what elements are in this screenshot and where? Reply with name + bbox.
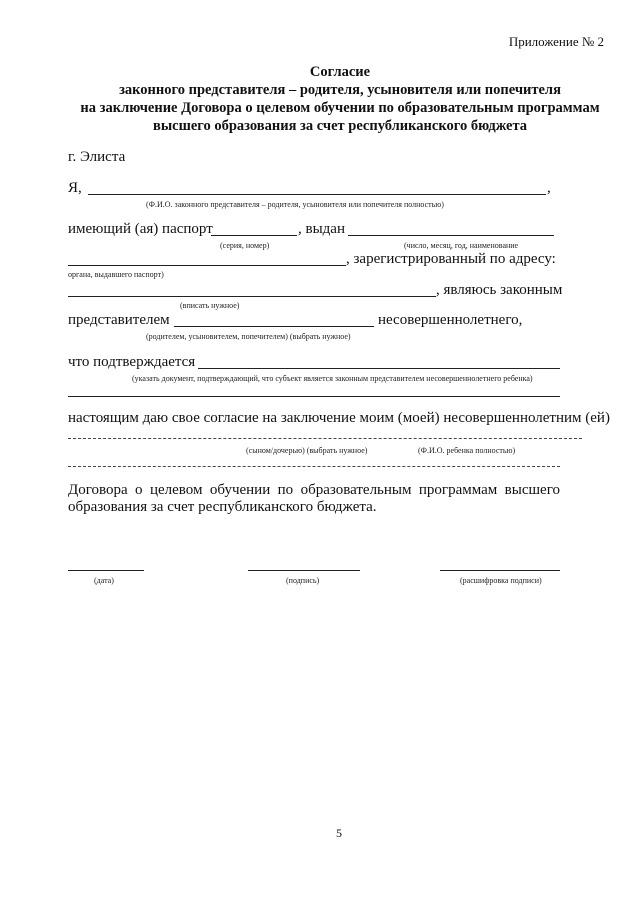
hint-son: (сыном/дочерью) (выбрать нужное) [246, 446, 368, 455]
issued-label: , выдан [298, 221, 345, 237]
document-title-line-3: на заключение Договора о целевом обучении по образовательным программам [80, 100, 600, 116]
hint-fio: (Ф.И.О. законного представителя – родителя, усыновителя или попечителя полностью) [146, 200, 444, 209]
document-title: Согласие [309, 64, 371, 80]
signature-label: (подпись) [286, 576, 320, 585]
address-field[interactable] [68, 296, 436, 297]
city-label: г. Элиста [68, 149, 126, 165]
document-title-line-2: законного представителя – родителя, усыновителя или попечителя [119, 82, 561, 98]
appendix-label: Приложение № 2 [508, 34, 604, 49]
document-field-continued[interactable] [68, 396, 560, 397]
child-field[interactable] [68, 438, 582, 439]
passport-number-field[interactable] [211, 235, 297, 236]
registered-label: , зарегистрированный по адресу: [346, 251, 556, 267]
issued-by-field[interactable] [348, 235, 554, 236]
hint-series: (серия, номер) [220, 241, 270, 250]
hint-insert: (вписать нужное) [180, 301, 240, 310]
consent-text: настоящим даю свое согласие на заключение моим (моей) несовершеннолетним (ей) [68, 410, 610, 426]
fio-field[interactable] [88, 194, 546, 195]
legal-rep-label: , являюсь законным [436, 282, 563, 298]
hint-child-fio: (Ф.И.О. ребенка полностью) [418, 446, 516, 455]
passport-label: имеющий (ая) паспорт [68, 221, 213, 237]
signature-decoding-field[interactable] [440, 570, 560, 571]
date-label: (дата) [94, 576, 114, 585]
page-number: 5 [336, 826, 342, 840]
relation-field[interactable] [174, 326, 374, 327]
issuer-field[interactable] [68, 265, 346, 266]
hint-relation: (родителем, усыновителем, попечителем) (выбрать нужное) [146, 332, 351, 341]
contract-text-line-1: Договора о целевом обучении по образовательным программам высшего [68, 482, 560, 498]
hint-issuer: органа, выдавшего паспорт) [68, 270, 164, 279]
signature-decoding-label: (расшифровка подписи) [460, 576, 542, 585]
i-prefix: Я, [68, 180, 82, 196]
minor-label: несовершеннолетнего, [378, 312, 523, 328]
hint-issue-date: (число, месяц, год, наименование [404, 241, 519, 250]
representative-label: представителем [68, 312, 170, 328]
document-title-line-4: высшего образования за счет республиканского бюджета [152, 118, 527, 134]
confirmed-label: что подтверждается [68, 354, 196, 370]
document-field[interactable] [198, 368, 560, 369]
fio-comma: , [547, 180, 551, 196]
child-field-continued[interactable] [68, 466, 560, 467]
contract-text-line-2: образования за счет республиканского бюджета. [68, 499, 377, 515]
signature-field[interactable] [248, 570, 360, 571]
hint-document: (указать документ, подтверждающий, что субъект является законным представителем несовершеннолетнего ребенка) [132, 374, 533, 383]
date-field[interactable] [68, 570, 144, 571]
